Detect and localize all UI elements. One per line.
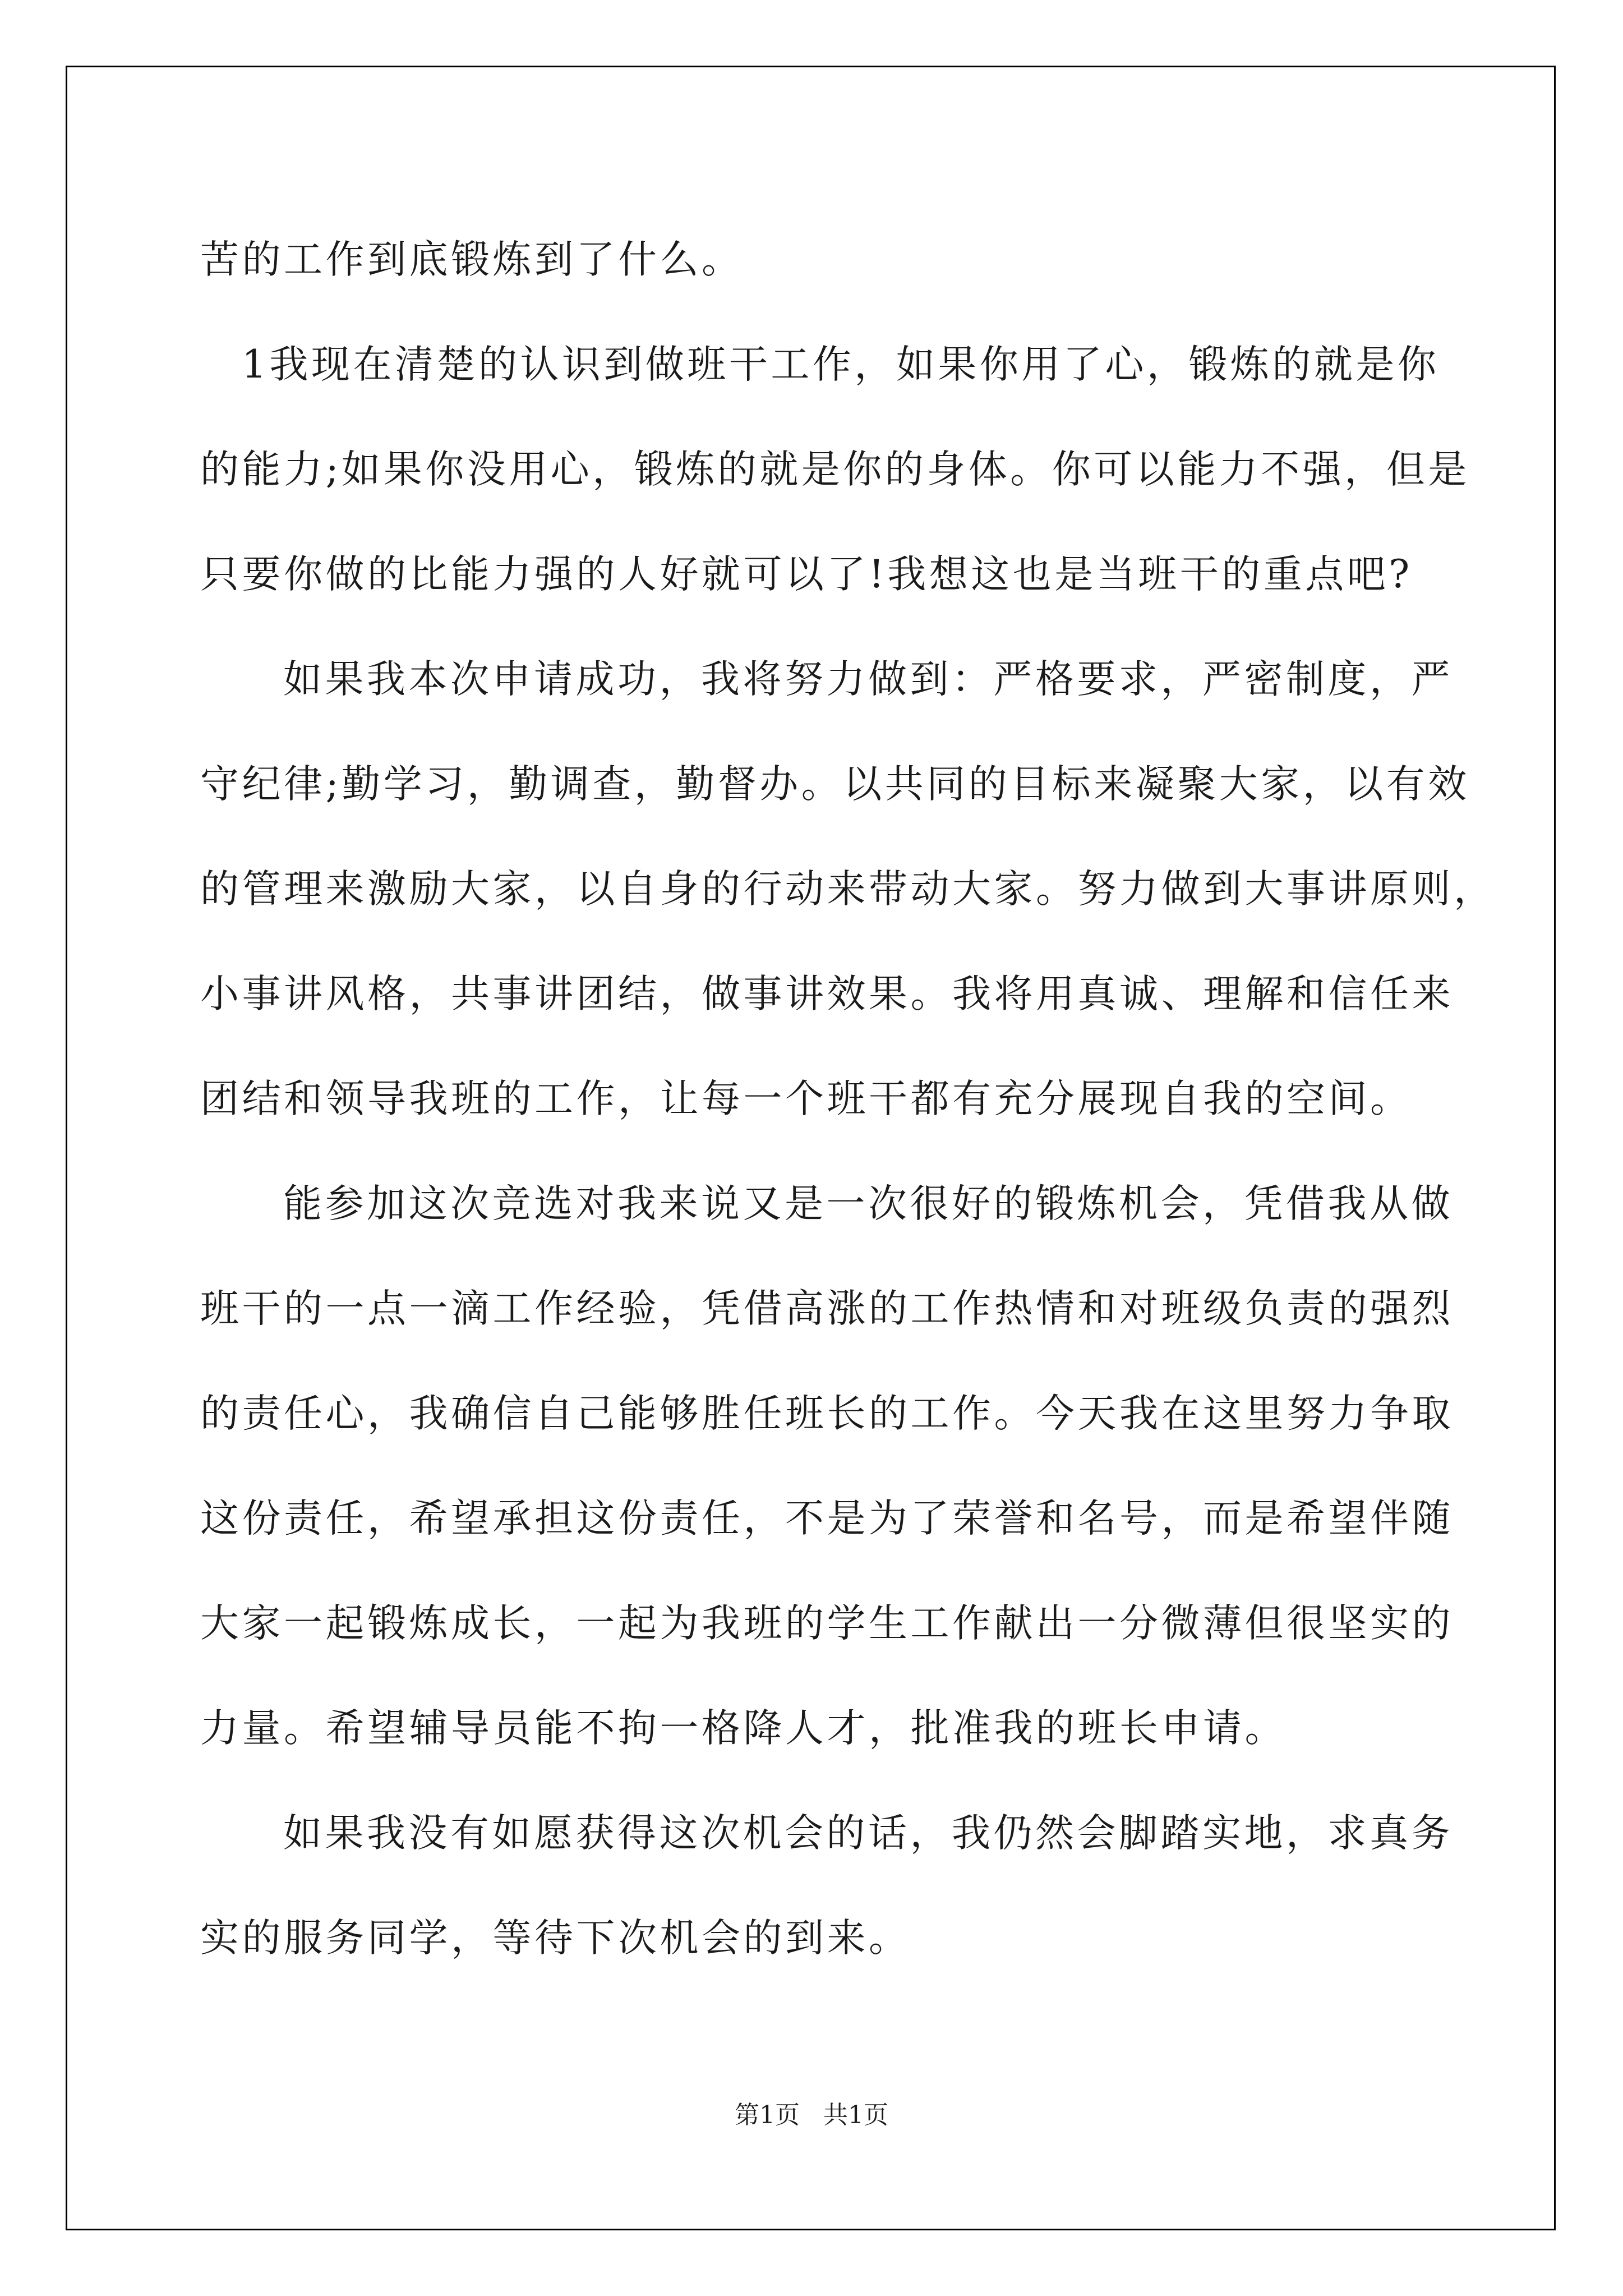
paragraph-line: 的管理来激励大家，以自身的行动来带动大家。努力做到大事讲原则， bbox=[200, 867, 1496, 912]
page-number-current: 第1页 bbox=[735, 2101, 800, 2129]
paragraph-line: 只要你做的比能力强的人好就可以了!我想这也是当班干的重点吧? bbox=[200, 552, 1413, 597]
paragraph-line: 的能力;如果你没用心，锻炼的就是你的身体。你可以能力不强，但是 bbox=[200, 447, 1470, 492]
paragraph-line: 团结和领导我班的工作，让每一个班干都有充分展现自我的空间。 bbox=[200, 1076, 1412, 1121]
paragraph-line: 守纪律;勤学习，勤调查，勤督办。以共同的目标来凝聚大家，以有效 bbox=[200, 762, 1470, 807]
paragraph-line: 力量。希望辅导员能不拘一格降人才，批准我的班长申请。 bbox=[200, 1706, 1287, 1751]
paragraph-line: 如果我没有如愿获得这次机会的话，我仍然会脚踏实地，求真务 bbox=[283, 1811, 1453, 1856]
paragraph-line: 大家一起锻炼成长，一起为我班的学生工作献出一分微薄但很坚实的 bbox=[200, 1601, 1454, 1646]
document-body bbox=[200, 208, 1496, 1991]
page-footer bbox=[0, 2099, 1623, 2132]
paragraph-line: 这份责任，希望承担这份责任，不是为了荣誉和名号，而是希望伴随 bbox=[200, 1496, 1454, 1541]
paragraph-line: 1我现在清楚的认识到做班干工作，如果你用了心，锻炼的就是你 bbox=[242, 342, 1440, 387]
paragraph-line: 能参加这次竞选对我来说又是一次很好的锻炼机会，凭借我从做 bbox=[283, 1181, 1453, 1226]
paragraph-line: 实的服务同学，等待下次机会的到来。 bbox=[200, 1916, 911, 1961]
paragraph-line: 的责任心，我确信自己能够胜任班长的工作。今天我在这里努力争取 bbox=[200, 1391, 1454, 1436]
page-number-total: 共1页 bbox=[823, 2101, 888, 2129]
paragraph-line: 小事讲风格，共事讲团结，做事讲效果。我将用真诚、理解和信任来 bbox=[200, 972, 1454, 1016]
paragraph-line: 苦的工作到底锻炼到了什么。 bbox=[200, 237, 744, 282]
paragraph-line: 如果我本次申请成功，我将努力做到：严格要求，严密制度，严 bbox=[283, 657, 1453, 702]
paragraph-line: 班干的一点一滴工作经验，凭借高涨的工作热情和对班级负责的强烈 bbox=[200, 1286, 1454, 1331]
